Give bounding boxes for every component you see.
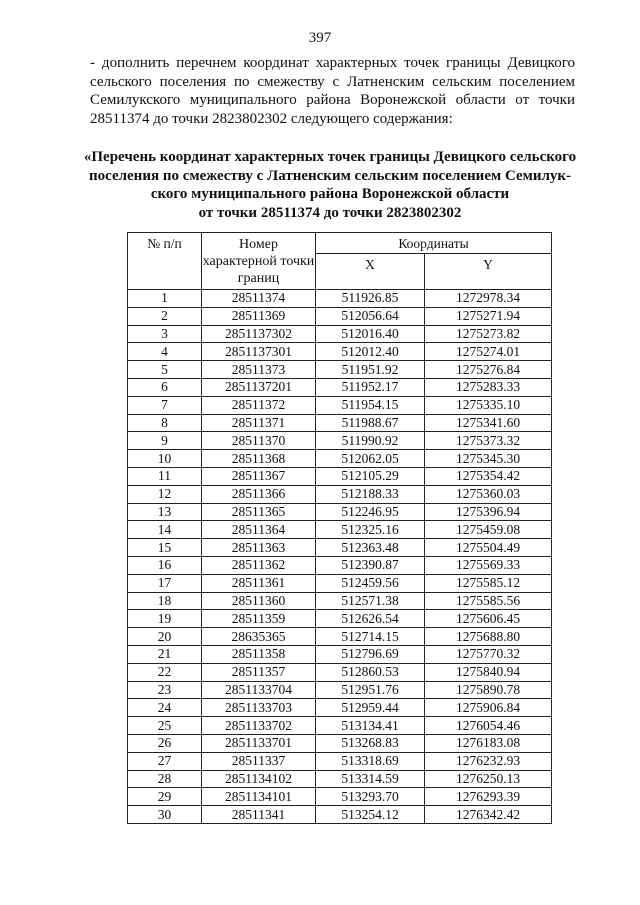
table-row [128,734,552,752]
row-number: 29 [128,788,202,806]
table-row [128,610,552,628]
x-coordinate-cell: 511951.92 [316,361,425,379]
x-coordinate-cell: 512325.16 [316,521,425,539]
row-number: 17 [128,574,202,592]
heading-line: ского муниципального района Воронежской области [150,186,510,202]
y-coordinate-cell: 1276250.13 [425,770,552,788]
row-number: 30 [128,806,202,824]
point-number-cell: 28511357 [202,663,316,681]
y-coordinate-cell: 1276293.39 [425,788,552,806]
table-row [128,290,552,308]
x-coordinate-cell: 513268.83 [316,734,425,752]
table-row [128,592,552,610]
row-number: 5 [128,361,202,379]
table-row [128,325,552,343]
y-coordinate-cell: 1275335.10 [425,396,552,414]
row-number: 12 [128,485,202,503]
coordinates-table-body [128,290,552,824]
x-coordinate-cell: 511926.85 [316,290,425,308]
point-number-cell: 28511364 [202,521,316,539]
row-number: 20 [128,628,202,646]
x-coordinate-cell: 513134.41 [316,717,425,735]
point-number-cell: 2851137301 [202,343,316,361]
table-row [128,343,552,361]
y-coordinate-cell: 1275585.12 [425,574,552,592]
x-coordinate-cell: 512796.69 [316,645,425,663]
x-coordinate-cell: 512951.76 [316,681,425,699]
point-number-cell: 28635365 [202,628,316,646]
x-coordinate-cell: 512016.40 [316,325,425,343]
point-number-cell: 28511361 [202,574,316,592]
x-coordinate-cell: 512363.48 [316,539,425,557]
y-coordinate-cell: 1275840.94 [425,663,552,681]
x-coordinate-cell: 512714.15 [316,628,425,646]
table-row [128,717,552,735]
y-coordinate-cell: 1275890.78 [425,681,552,699]
table-row [128,378,552,396]
point-number-cell: 2851133704 [202,681,316,699]
row-number: 24 [128,699,202,717]
row-number: 26 [128,734,202,752]
y-coordinate-cell: 1275341.60 [425,414,552,432]
row-number: 3 [128,325,202,343]
row-number: 8 [128,414,202,432]
x-coordinate-cell: 511990.92 [316,432,425,450]
table-row [128,681,552,699]
y-coordinate-cell: 1275373.32 [425,432,552,450]
row-number: 25 [128,717,202,735]
x-coordinate-cell: 513318.69 [316,752,425,770]
y-coordinate-cell: 1275585.56 [425,592,552,610]
point-number-cell: 2851134101 [202,788,316,806]
y-coordinate-cell: 1276183.08 [425,734,552,752]
point-number-cell: 28511372 [202,396,316,414]
y-coordinate-cell: 1276232.93 [425,752,552,770]
x-coordinate-cell: 513293.70 [316,788,425,806]
header-point-number: Номер характерной точки границ [202,233,316,290]
x-coordinate-cell: 512571.38 [316,592,425,610]
header-num: № п/п [128,233,202,290]
point-number-cell: 28511374 [202,290,316,308]
y-coordinate-cell: 1275396.94 [425,503,552,521]
table-row [128,752,552,770]
table-row [128,574,552,592]
y-coordinate-cell: 1275354.42 [425,467,552,485]
heading-line: от точки 28511374 до точки 2823802302 [198,204,462,221]
point-number-cell: 2851133702 [202,717,316,735]
coordinates-table [127,232,552,824]
row-number: 16 [128,556,202,574]
point-number-cell: 28511370 [202,432,316,450]
row-number: 11 [128,467,202,485]
y-coordinate-cell: 1275770.32 [425,645,552,663]
row-number: 22 [128,663,202,681]
y-coordinate-cell: 1275273.82 [425,325,552,343]
x-coordinate-cell: 513314.59 [316,770,425,788]
point-number-cell: 28511362 [202,556,316,574]
table-row [128,663,552,681]
row-number: 10 [128,450,202,468]
y-coordinate-cell: 1275283.33 [425,378,552,396]
y-coordinate-cell: 1272978.34 [425,290,552,308]
x-coordinate-cell: 511952.17 [316,378,425,396]
table-row [128,450,552,468]
x-coordinate-cell: 512459.56 [316,574,425,592]
x-coordinate-cell: 512105.29 [316,467,425,485]
point-number-cell: 2851134102 [202,770,316,788]
point-number-cell: 28511371 [202,414,316,432]
point-number-cell: 28511369 [202,307,316,325]
table-row [128,556,552,574]
table-row [128,307,552,325]
y-coordinate-cell: 1275606.45 [425,610,552,628]
point-number-cell: 28511367 [202,467,316,485]
y-coordinate-cell: 1275906.84 [425,699,552,717]
row-number: 14 [128,521,202,539]
point-number-cell: 2851137201 [202,378,316,396]
y-coordinate-cell: 1275345.30 [425,450,552,468]
x-coordinate-cell: 512062.05 [316,450,425,468]
x-coordinate-cell: 512959.44 [316,699,425,717]
y-coordinate-cell: 1275274.01 [425,343,552,361]
row-number: 28 [128,770,202,788]
y-coordinate-cell: 1275569.33 [425,556,552,574]
point-number-cell: 28511337 [202,752,316,770]
row-number: 9 [128,432,202,450]
table-row [128,628,552,646]
header-y: Y [425,254,552,290]
point-number-cell: 28511368 [202,450,316,468]
point-number-cell: 28511363 [202,539,316,557]
point-number-cell: 28511365 [202,503,316,521]
y-coordinate-cell: 1275276.84 [425,361,552,379]
table-row [128,432,552,450]
page-number: 397 [308,30,332,46]
table-row [128,539,552,557]
header-x: X [316,254,425,290]
heading-line: поселения по смежеству с Латненским сельским поселением Семилук- [88,167,572,184]
y-coordinate-cell: 1275688.80 [425,628,552,646]
row-number: 18 [128,592,202,610]
table-row [128,806,552,824]
row-number: 27 [128,752,202,770]
point-number-cell: 28511373 [202,361,316,379]
x-coordinate-cell: 513254.12 [316,806,425,824]
x-coordinate-cell: 512246.95 [316,503,425,521]
point-number-cell: 2851137302 [202,325,316,343]
x-coordinate-cell: 512056.64 [316,307,425,325]
y-coordinate-cell: 1276342.42 [425,806,552,824]
row-number: 15 [128,539,202,557]
row-number: 2 [128,307,202,325]
header-coordinates: Координаты [316,233,552,254]
row-number: 7 [128,396,202,414]
table-row [128,503,552,521]
x-coordinate-cell: 512860.53 [316,663,425,681]
y-coordinate-cell: 1275504.49 [425,539,552,557]
row-number: 23 [128,681,202,699]
x-coordinate-cell: 511988.67 [316,414,425,432]
table-row [128,396,552,414]
x-coordinate-cell: 512012.40 [316,343,425,361]
table-row [128,467,552,485]
y-coordinate-cell: 1275271.94 [425,307,552,325]
heading-line: «Перечень координат характерных точек границы Девицкого сельского [83,149,577,165]
table-row [128,699,552,717]
list-heading [75,148,585,222]
row-number: 21 [128,645,202,663]
table-row [128,770,552,788]
y-coordinate-cell: 1275459.08 [425,521,552,539]
y-coordinate-cell: 1275360.03 [425,485,552,503]
row-number: 6 [128,378,202,396]
x-coordinate-cell: 512626.54 [316,610,425,628]
row-number: 4 [128,343,202,361]
x-coordinate-cell: 512390.87 [316,556,425,574]
x-coordinate-cell: 512188.33 [316,485,425,503]
table-row [128,521,552,539]
intro-paragraph: - дополнить перечнем координат характерных точек границы Девицкого сельского поселения по смежеству с Латненским сельским поселением Семилукского муниципального района Воронежской области от точки 28511374 до точки 2823802302 следующего содержания: [90,55,575,127]
y-coordinate-cell: 1276054.46 [425,717,552,735]
point-number-cell: 28511360 [202,592,316,610]
table-row [128,645,552,663]
row-number: 19 [128,610,202,628]
point-number-cell: 2851133701 [202,734,316,752]
x-coordinate-cell: 511954.15 [316,396,425,414]
table-row [128,788,552,806]
table-row [128,485,552,503]
point-number-cell: 28511358 [202,645,316,663]
point-number-cell: 2851133703 [202,699,316,717]
row-number: 1 [128,290,202,308]
point-number-cell: 28511341 [202,806,316,824]
table-row [128,361,552,379]
point-number-cell: 28511366 [202,485,316,503]
row-number: 13 [128,503,202,521]
point-number-cell: 28511359 [202,610,316,628]
table-row [128,414,552,432]
